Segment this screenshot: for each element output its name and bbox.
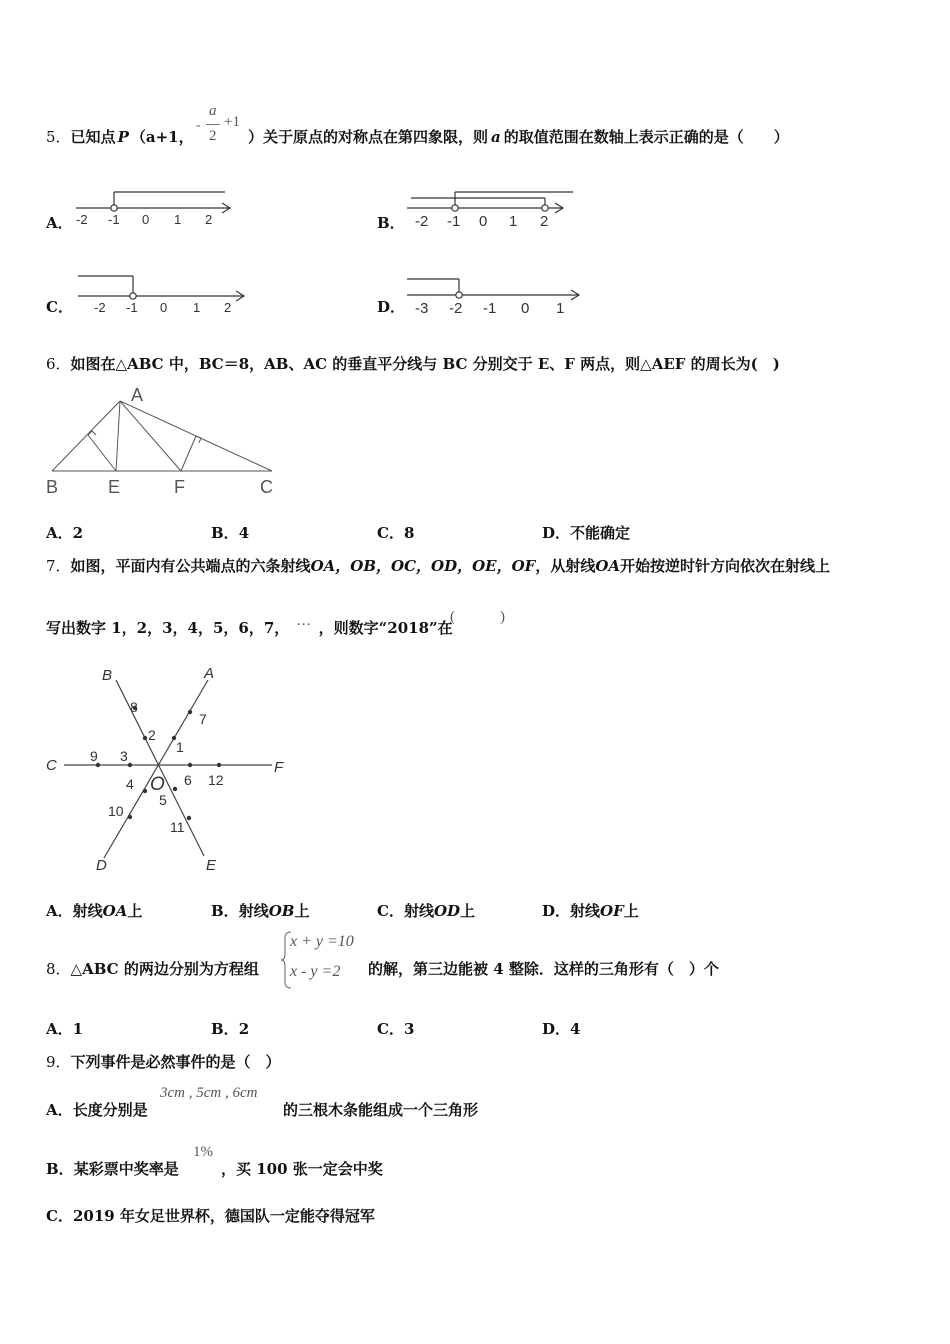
- q7-ray-oa: OA: [595, 557, 621, 575]
- q8-option-d-label: D．: [542, 1020, 571, 1038]
- q7-option-b-pre: 射线: [238, 902, 269, 920]
- q9-option-b-pre: 某彩票中奖率是: [73, 1160, 179, 1178]
- q8-option-d[interactable]: [542, 1018, 580, 1039]
- q6-text: 如图在△ABC 中，BC＝8，AB、AC 的垂直平分线与 BC 分别交于 E、F 两点，则△AEF 的周长为( ): [70, 355, 780, 373]
- q5-option-d-label[interactable]: D．: [377, 298, 406, 316]
- q7-option-d-label: D．: [542, 902, 571, 920]
- q6-option-d-label: D．: [542, 524, 571, 542]
- q5a-tick-1: -2: [76, 212, 88, 227]
- q5a-tick-2: -1: [108, 212, 120, 227]
- q5-option-a-numberline: [70, 186, 240, 234]
- q7-num-10: 10: [108, 803, 124, 819]
- q7-label-a: A: [204, 665, 215, 682]
- q5-var: a: [491, 128, 501, 146]
- q5c-tick-2: -1: [126, 300, 138, 315]
- q5-plus-one: +1: [224, 114, 240, 130]
- q6-option-a[interactable]: [46, 522, 83, 543]
- q7-option-d[interactable]: [542, 900, 639, 921]
- q7-number: 7．: [46, 557, 71, 575]
- q5-option-a-label[interactable]: A．: [46, 214, 73, 232]
- q5d-tick-5: 1: [556, 300, 565, 317]
- q5-minus: -: [196, 118, 201, 133]
- q6-option-b-text: 4: [238, 524, 250, 542]
- q8-stem-pre: [46, 959, 259, 979]
- q5-option-c-label[interactable]: C．: [46, 298, 73, 316]
- q7-option-c-post: 上: [460, 902, 476, 920]
- q7-label-o: O: [150, 774, 165, 795]
- q6-number: 6．: [46, 355, 71, 373]
- q7-num-7: 7: [199, 711, 207, 727]
- q6-label-b: B: [46, 477, 59, 497]
- q7-num-8: 8: [130, 699, 138, 715]
- q7-num-3: 3: [120, 748, 128, 764]
- q9-option-b-label: B．: [46, 1160, 74, 1178]
- q9-option-c-text: 2019 年女足世界杯，德国队一定能夺得冠军: [72, 1207, 375, 1225]
- q5-coord1: a+1，: [145, 128, 194, 146]
- q8-option-a-text: 1: [72, 1020, 84, 1038]
- q7-answer-paren: ( ): [450, 609, 505, 625]
- q8-stem-post: 的解，第三边能被 4 整除．这样的三角形有（ ）个: [368, 960, 719, 978]
- q9-option-a[interactable]: [46, 1099, 148, 1120]
- q5-option-c-numberline: [72, 270, 252, 318]
- q7-option-b-ray: OB: [268, 902, 295, 920]
- q7-stem-line2: [46, 613, 453, 639]
- q9-option-a-math: 3cm , 5cm , 6cm: [160, 1085, 258, 1101]
- q7-num-11: 11: [170, 819, 185, 835]
- q6-label-e: E: [108, 477, 121, 497]
- q8-option-d-text: 4: [570, 1020, 581, 1038]
- q6-option-c-label: C．: [377, 524, 404, 542]
- q7-label-b: B: [102, 667, 113, 684]
- q9-option-b[interactable]: [46, 1158, 179, 1179]
- q8-option-c[interactable]: [377, 1018, 414, 1039]
- q5-frac-bar: [206, 124, 220, 125]
- q5b-tick-5: 2: [540, 213, 549, 230]
- q8-equation-1: x + y =10: [290, 933, 354, 950]
- q5-option-b-label[interactable]: B．: [377, 214, 405, 232]
- q7-option-b-label: B．: [211, 902, 239, 920]
- q5c-tick-5: 2: [224, 300, 232, 315]
- q8-option-c-label: C．: [377, 1020, 404, 1038]
- q5-number: 5．: [46, 128, 71, 146]
- q5-stem-tail: [248, 127, 789, 147]
- q7-option-a-pre: 射线: [72, 902, 103, 920]
- q5d-tick-4: 0: [521, 300, 530, 317]
- q9-option-b-math: 1%: [193, 1144, 213, 1160]
- q7-label-d: D: [96, 857, 107, 874]
- q6-option-b[interactable]: [211, 522, 249, 543]
- q9-text: 下列事件是必然事件的是（ ）: [70, 1053, 281, 1071]
- q5b-tick-2: -1: [447, 213, 461, 230]
- q7-line2-b: ，则数字“2018”在: [318, 619, 453, 637]
- q7-option-d-post: 上: [623, 902, 639, 920]
- q5a-tick-3: 0: [142, 212, 150, 227]
- q7-option-b[interactable]: [211, 900, 309, 921]
- q7-option-a-post: 上: [127, 902, 143, 920]
- q6-option-c-text: 8: [403, 524, 415, 542]
- q5d-tick-3: -1: [483, 300, 497, 317]
- q8-text-pre: △ABC 的两边分别为方程组: [70, 960, 259, 978]
- q8-option-a-label: A．: [46, 1020, 73, 1038]
- q8-option-b-text: 2: [238, 1020, 250, 1038]
- q6-option-a-label: A．: [46, 524, 73, 542]
- q7-option-c[interactable]: [377, 900, 475, 921]
- q8-number: 8．: [46, 960, 71, 978]
- q9-option-a-label: A．: [46, 1101, 73, 1119]
- q7-label-e: E: [206, 857, 217, 874]
- q6-option-c[interactable]: [377, 522, 414, 543]
- q6-label-f: F: [174, 477, 185, 497]
- q7-num-5: 5: [159, 792, 167, 808]
- q6-option-b-label: B．: [211, 524, 239, 542]
- q8-equation-2: x - y =2: [290, 963, 341, 980]
- q7-option-a[interactable]: [46, 900, 142, 921]
- q8-option-c-text: 3: [403, 1020, 415, 1038]
- q6-label-c: C: [260, 477, 273, 497]
- q6-option-d[interactable]: [542, 522, 630, 543]
- q5-frac-den: 2: [209, 128, 217, 144]
- q6-stem: [46, 354, 780, 374]
- q5c-tick-4: 1: [193, 300, 201, 315]
- q7-num-12: 12: [208, 772, 224, 788]
- q5b-tick-4: 1: [509, 213, 518, 230]
- q7-num-1: 1: [176, 739, 184, 755]
- q7-line1-a: 如图，平面内有公共端点的六条射线: [70, 557, 311, 575]
- q7-label-f: F: [274, 759, 284, 776]
- q7-stem-line1: [46, 556, 830, 576]
- q5b-tick-3: 0: [479, 213, 488, 230]
- q7-option-a-ray: OA: [102, 902, 128, 920]
- q6-triangle-figure: [44, 383, 284, 498]
- q8-option-a[interactable]: [46, 1018, 83, 1039]
- q9-option-b-post: ，买 100 张一定会中奖: [221, 1160, 383, 1178]
- q7-option-c-ray: OD: [433, 902, 461, 920]
- q7-option-a-label: A．: [46, 902, 73, 920]
- q5-text-post: ）关于原点的对称点在第四象限，则: [248, 128, 489, 146]
- q9-stem: [46, 1052, 281, 1072]
- q5d-tick-1: -3: [415, 300, 429, 317]
- q7-num-4: 4: [126, 776, 134, 792]
- q5-option-d-numberline: [403, 270, 585, 320]
- q5a-tick-5: 2: [205, 212, 213, 227]
- q5-stem: [46, 127, 194, 147]
- q7-rays-figure: [44, 658, 304, 880]
- q9-option-c-label: C．: [46, 1207, 73, 1225]
- q9-option-c[interactable]: [46, 1205, 375, 1226]
- q8-option-b[interactable]: [211, 1018, 249, 1039]
- q5b-tick-1: -2: [415, 213, 429, 230]
- q8-option-b-label: B．: [211, 1020, 239, 1038]
- q6-label-a: A: [131, 385, 144, 405]
- q7-ellipsis: …: [297, 613, 311, 629]
- q5-point: P: [117, 128, 129, 146]
- q7-option-d-pre: 射线: [570, 902, 601, 920]
- q9-option-a-post: 的三根木条能组成一个三角形: [283, 1101, 479, 1119]
- q5-text-pre: 已知点: [70, 128, 116, 146]
- q7-line2: 写出数字 1，2，3，4，5，6，7，: [46, 619, 290, 637]
- q7-option-c-pre: 射线: [403, 902, 434, 920]
- q5d-tick-2: -2: [449, 300, 463, 317]
- q7-num-9: 9: [90, 748, 98, 764]
- q7-line1-b: ，从射线: [535, 557, 596, 575]
- q7-rays: OA，OB，OC，OD，OE，OF: [310, 557, 536, 575]
- q7-line1-c: 开始按逆时针方向依次在射线上: [620, 557, 831, 575]
- q9-option-a-pre: 长度分别是: [72, 1101, 148, 1119]
- q7-label-c: C: [46, 757, 57, 774]
- q7-option-d-ray: OF: [600, 902, 624, 920]
- q7-option-c-label: C．: [377, 902, 404, 920]
- q7-num-6: 6: [184, 772, 192, 788]
- q5-frac-num: a: [209, 103, 217, 119]
- q5a-tick-4: 1: [174, 212, 182, 227]
- q5c-tick-1: -2: [94, 300, 106, 315]
- q5-option-b-numberline: [403, 184, 578, 234]
- q5-text-tail: 的取值范围在数轴上表示正确的是（ ）: [503, 128, 789, 146]
- q6-option-a-text: 2: [72, 524, 84, 542]
- q7-num-2: 2: [148, 727, 156, 743]
- q5c-tick-3: 0: [160, 300, 168, 315]
- q6-option-d-text: 不能确定: [570, 524, 631, 542]
- q5-paren: （: [130, 128, 146, 146]
- q9-number: 9．: [46, 1053, 71, 1071]
- q7-option-b-post: 上: [294, 902, 310, 920]
